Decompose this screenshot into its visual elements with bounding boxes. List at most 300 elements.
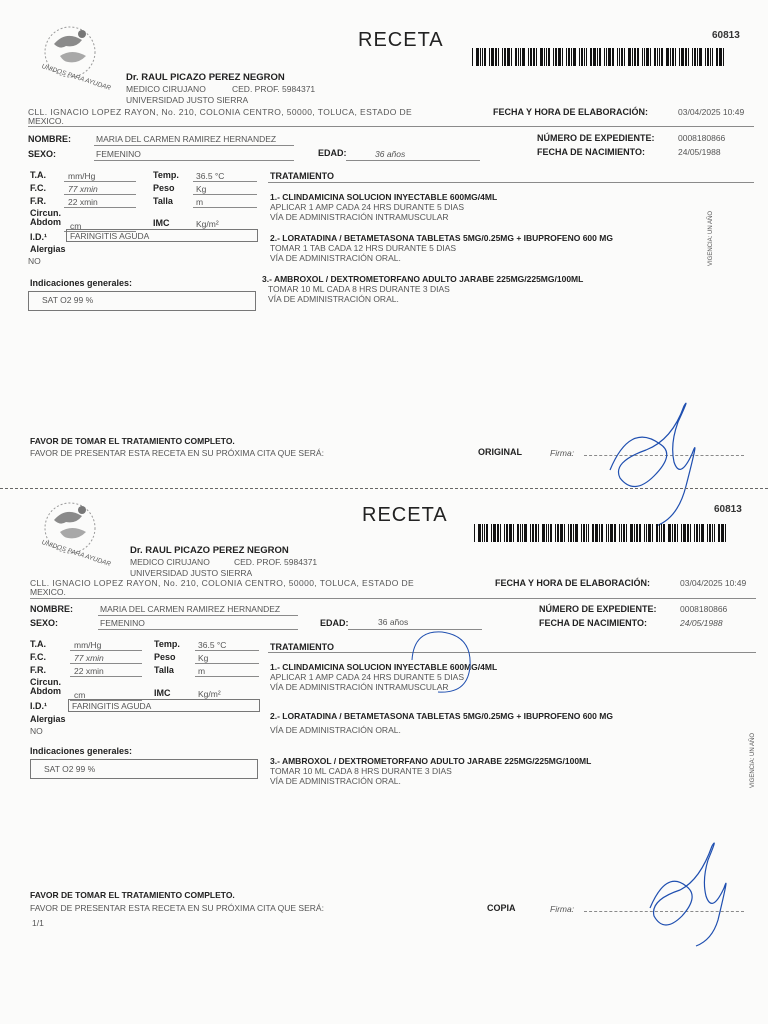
nacimiento-label: FECHA DE NACIMIENTO: (539, 618, 647, 628)
clinic-logo-mark (30, 498, 110, 566)
barcode-bar (670, 48, 671, 66)
barcode-bar (626, 524, 627, 542)
fecha-elaboracion-label: FECHA Y HORA DE ELABORACIÓN: (495, 578, 651, 588)
divider-line (28, 126, 754, 127)
barcode-bar (723, 48, 724, 66)
barcode-bar (513, 524, 514, 542)
barcode-bar (568, 48, 570, 66)
ta-underline (64, 181, 136, 182)
barcode-bar (674, 524, 676, 542)
expediente-label: NÚMERO DE EXPEDIENTE: (539, 604, 657, 614)
imc-value: Kg/m² (196, 219, 219, 229)
barcode-bar (593, 48, 596, 66)
barcode-bar (566, 48, 567, 66)
footer-complete-treatment: FAVOR DE TOMAR EL TRATAMIENTO COMPLETO. (30, 890, 235, 900)
med-1-dose: APLICAR 1 AMP CADA 24 HRS DURANTE 5 DIAS (270, 202, 464, 212)
med-3-title: 3.- AMBROXOL / DEXTROMETORFANO ADULTO JARABE 225MG/225MG/100ML (270, 756, 592, 766)
med-3-dose: TOMAR 10 ML CADA 8 HRS DURANTE 3 DIAS (270, 766, 452, 776)
ta-label: T.A. (30, 170, 47, 180)
indicaciones-label: Indicaciones generales: (30, 746, 133, 756)
barcode-bar (579, 48, 580, 66)
barcode-bar (681, 524, 682, 542)
copy-type: COPIA (487, 903, 516, 913)
nombre-label: NOMBRE: (28, 134, 71, 144)
footer-next-appointment: FAVOR DE PRESENTAR ESTA RECETA EN SU PRÓXIMA CITA QUE SERÁ: (30, 903, 324, 913)
ta-value: mm/Hg (74, 640, 102, 650)
barcode-bar (628, 48, 631, 66)
barcode-bar (504, 524, 505, 542)
barcode-bar (650, 48, 651, 66)
barcode-bar (614, 524, 616, 542)
barcode-bar (553, 48, 554, 66)
barcode-bar (619, 48, 620, 66)
barcode-bar (491, 524, 492, 542)
indicaciones-value: SAT O2 99 % (44, 764, 96, 774)
fr-value: 22 xmin (68, 197, 98, 207)
barcode-bar (659, 48, 660, 66)
barcode-bar (716, 48, 718, 66)
barcode-bar (699, 48, 702, 66)
barcode-bar (705, 48, 706, 66)
barcode-bar (555, 524, 556, 542)
sexo-underline (94, 160, 294, 161)
barcode-bar (672, 524, 673, 542)
id-value: FARINGITIS AGUDA (72, 701, 152, 711)
expediente-label: NÚMERO DE EXPEDIENTE: (537, 133, 655, 143)
address-line-2: MEXICO. (28, 116, 64, 126)
barcode (474, 524, 756, 542)
med-2-title: 2.- LORATADINA / BETAMETASONA TABLETAS 5MG/0.25MG + IBUPROFENO 600 MG (270, 233, 613, 243)
logo-text: UNIDOS PARA AYUDAR (40, 63, 112, 92)
address-line-1: CLL. IGNACIO LOPEZ RAYON, No. 210, COLONIA CENTRO, 50000, TOLUCA, ESTADO DE (28, 107, 413, 117)
fecha-elaboracion-value: 03/04/2025 10:49 (680, 578, 747, 588)
barcode-bar (570, 524, 572, 542)
barcode-bar (714, 524, 715, 542)
doctor-cedula: CED. PROF. 5984371 (234, 557, 318, 567)
barcode-bar (619, 524, 620, 542)
peso-underline (195, 663, 259, 664)
barcode-bar (701, 524, 704, 542)
fc-label: F.C. (30, 183, 47, 193)
barcode-bar (476, 48, 479, 66)
barcode-bar (668, 524, 671, 542)
barcode-bar (590, 48, 592, 66)
barcode-bar (548, 524, 549, 542)
barcode-bar (564, 524, 565, 542)
alergias-label: Alergias (30, 244, 66, 254)
barcode-bar (573, 524, 574, 542)
barcode-bar (612, 48, 614, 66)
barcode-bar (517, 524, 519, 542)
logo-text: UNIDOS PARA AYUDAR (40, 539, 112, 568)
fc-underline (70, 663, 142, 664)
edad-underline (346, 160, 480, 161)
expediente-value: 0008180866 (680, 604, 728, 614)
barcode-bar (535, 524, 537, 542)
sexo-label: SEXO: (30, 618, 59, 628)
barcode-bar (646, 48, 649, 66)
abdom-value: cm (70, 221, 82, 231)
barcode-bar (707, 48, 709, 66)
barcode-bar (644, 48, 645, 66)
fr-underline (64, 207, 136, 208)
barcode-bar (497, 524, 499, 542)
barcode-bar (606, 48, 607, 66)
barcode-bar (666, 48, 669, 66)
barcode-bar (696, 524, 698, 542)
peso-underline (193, 194, 257, 195)
barcode-bar (489, 48, 490, 66)
barcode-bar (586, 524, 587, 542)
barcode-bar (694, 524, 695, 542)
barcode-bar (533, 48, 535, 66)
tratamiento-underline (268, 182, 754, 183)
id-label: I.D.¹ (30, 232, 47, 242)
med-3-route: VÍA DE ADMINISTRACIÓN ORAL. (268, 294, 399, 304)
signature-copy (620, 830, 760, 950)
sexo-value: FEMENINO (100, 618, 145, 628)
ta-value: mm/Hg (68, 171, 96, 181)
prescription-original (0, 0, 768, 480)
edad-label: EDAD: (318, 148, 347, 158)
barcode-bar (558, 48, 561, 66)
firma-label: Firma: (550, 448, 575, 458)
copy-type: ORIGINAL (478, 447, 522, 457)
barcode-bar (601, 524, 603, 542)
barcode-bar (687, 524, 689, 542)
nombre-underline (98, 615, 298, 616)
clinic-logo (30, 22, 110, 95)
barcode-bar (532, 524, 534, 542)
edad-value: 36 años (375, 149, 406, 159)
talla-label: Talla (154, 665, 174, 675)
barcode-bar (484, 524, 485, 542)
barcode-bar (544, 48, 545, 66)
barcode-bar (608, 48, 611, 66)
address-line-1: CLL. IGNACIO LOPEZ RAYON, No. 210, COLONIA CENTRO, 50000, TOLUCA, ESTADO DE (30, 578, 415, 588)
tratamiento-label: TRATAMIENTO (270, 642, 334, 652)
nombre-value: MARIA DEL CARMEN RAMIREZ HERNANDEZ (100, 604, 281, 614)
id-box (68, 699, 260, 712)
footer-next-appointment: FAVOR DE PRESENTAR ESTA RECETA EN SU PRÓXIMA CITA QUE SERÁ: (30, 448, 324, 458)
abdom-label: Abdom (30, 217, 61, 227)
fr-label: F.R. (30, 665, 47, 675)
barcode-bar (520, 48, 521, 66)
barcode-bar (719, 48, 722, 66)
imc-label: IMC (154, 688, 171, 698)
barcode-bar (617, 48, 618, 66)
barcode-bar (712, 524, 713, 542)
barcode-bar (486, 524, 488, 542)
abdom-label: Abdom (30, 686, 61, 696)
tratamiento-label: TRATAMIENTO (270, 171, 334, 181)
alergias-label: Alergias (30, 714, 66, 724)
nombre-value: MARIA DEL CARMEN RAMIREZ HERNANDEZ (96, 134, 277, 144)
folio-number: 60813 (712, 30, 740, 41)
doctor-name: Dr. RAUL PICAZO PEREZ NEGRON (126, 72, 285, 83)
clinic-logo (30, 498, 110, 571)
barcode-bar (597, 48, 598, 66)
barcode-bar (630, 524, 633, 542)
talla-value: m (198, 666, 206, 676)
barcode-bar (697, 48, 698, 66)
med-2-dose: TOMAR 1 TAB CADA 12 HRS DURANTE 5 DIAS (270, 243, 457, 253)
barcode-bar (546, 524, 547, 542)
fr-label: F.R. (30, 196, 47, 206)
barcode-bar (634, 48, 636, 66)
barcode-bar (504, 48, 506, 66)
peso-label: Peso (153, 183, 175, 193)
temp-underline (193, 181, 257, 182)
barcode-bar (632, 48, 633, 66)
talla-value: m (196, 197, 204, 207)
talla-label: Talla (153, 196, 173, 206)
peso-value: Kg (196, 184, 207, 194)
barcode-bar (560, 524, 563, 542)
imc-label: IMC (153, 218, 170, 228)
ta-underline (70, 650, 142, 651)
barcode-bar (472, 48, 473, 66)
barcode-bar (583, 524, 585, 542)
nacimiento-label: FECHA DE NACIMIENTO: (537, 147, 645, 157)
med-2-title: 2.- LORATADINA / BETAMETASONA TABLETAS 5MG/0.25MG + IBUPROFENO 600 MG (270, 711, 613, 721)
barcode-bar (656, 524, 658, 542)
barcode-bar (604, 48, 605, 66)
tratamiento-underline (268, 652, 756, 653)
barcode-bar (599, 524, 600, 542)
barcode-bar (637, 48, 639, 66)
barcode-bar (712, 48, 713, 66)
imc-value: Kg/m² (198, 689, 221, 699)
barcode-bar (681, 48, 684, 66)
temp-value: 36.5 °C (196, 171, 225, 181)
barcode-bar (672, 48, 674, 66)
barcode-bar (474, 524, 475, 542)
doctor-name: Dr. RAUL PICAZO PEREZ NEGRON (130, 545, 289, 556)
barcode-bar (571, 48, 572, 66)
barcode-bar (634, 524, 635, 542)
alergias-value: NO (30, 726, 43, 736)
edad-label: EDAD: (320, 618, 349, 628)
barcode-bar (725, 524, 726, 542)
circun-label: Circun. (30, 208, 62, 218)
barcode-bar (524, 524, 527, 542)
temp-label: Temp. (153, 170, 179, 180)
barcode-bar (530, 48, 532, 66)
vigencia-note: VIGENCIA: UN AÑO (750, 732, 756, 788)
doctor-cedula: CED. PROF. 5984371 (232, 84, 316, 94)
barcode-bar (677, 524, 678, 542)
barcode-bar (642, 48, 643, 66)
barcode-bar (610, 524, 613, 542)
med-1-dose: APLICAR 1 AMP CADA 24 HRS DURANTE 5 DIAS (270, 672, 464, 682)
barcode-bar (586, 48, 587, 66)
nacimiento-value: 24/05/1988 (678, 147, 721, 157)
nombre-underline (94, 145, 294, 146)
temp-label: Temp. (154, 639, 180, 649)
barcode-bar (654, 48, 656, 66)
barcode-bar (581, 48, 583, 66)
barcode-bar (639, 524, 641, 542)
edad-value: 36 años (378, 617, 409, 627)
sexo-underline (98, 629, 298, 630)
barcode-bar (599, 48, 601, 66)
med-3-dose: TOMAR 10 ML CADA 8 HRS DURANTE 3 DIAS (268, 284, 450, 294)
barcode-bar (699, 524, 700, 542)
temp-value: 36.5 °C (198, 640, 227, 650)
barcode-bar (493, 524, 496, 542)
barcode-bar (522, 524, 523, 542)
barcode-bar (562, 48, 563, 66)
fr-underline (70, 676, 142, 677)
barcode-bar (530, 524, 531, 542)
firma-label: Firma: (550, 904, 575, 914)
barcode-bar (718, 524, 720, 542)
barcode-bar (484, 48, 486, 66)
abdom-value: cm (74, 690, 86, 700)
folio-number: 60813 (714, 504, 742, 515)
barcode-bar (491, 48, 494, 66)
clinic-logo-mark (30, 22, 110, 90)
barcode-bar (542, 524, 545, 542)
barcode-bar (685, 48, 687, 66)
barcode-bar (679, 48, 680, 66)
barcode-bar (675, 48, 676, 66)
alergias-value: NO (28, 256, 41, 266)
barcode-bar (661, 48, 663, 66)
barcode-bar (721, 524, 724, 542)
barcode (472, 48, 754, 66)
peso-label: Peso (154, 652, 176, 662)
barcode-bar (683, 524, 686, 542)
document-title: RECETA (358, 29, 444, 51)
sexo-label: SEXO: (28, 149, 57, 159)
peso-value: Kg (198, 653, 209, 663)
doctor-specialty: MEDICO CIRUJANO (130, 557, 210, 567)
barcode-bar (518, 48, 519, 66)
barcode-bar (482, 48, 483, 66)
barcode-bar (663, 524, 665, 542)
barcode-bar (644, 524, 645, 542)
barcode-bar (690, 524, 691, 542)
barcode-bar (573, 48, 576, 66)
indicaciones-value: SAT O2 99 % (42, 295, 94, 305)
barcode-bar (557, 524, 559, 542)
barcode-bar (692, 48, 693, 66)
barcode-bar (522, 48, 525, 66)
talla-underline (193, 207, 257, 208)
barcode-bar (584, 48, 585, 66)
barcode-bar (506, 524, 508, 542)
barcode-bar (621, 48, 623, 66)
barcode-bar (550, 524, 552, 542)
barcode-bar (608, 524, 609, 542)
barcode-bar (624, 48, 625, 66)
barcode-bar (652, 524, 653, 542)
med-3-route: VÍA DE ADMINISTRACIÓN ORAL. (270, 776, 401, 786)
expediente-value: 0008180866 (678, 133, 726, 143)
vigencia-note: VIGENCIA: UN AÑO (708, 210, 714, 266)
barcode-bar (515, 48, 517, 66)
barcode-bar (592, 524, 594, 542)
barcode-bar (538, 524, 539, 542)
barcode-bar (709, 524, 711, 542)
barcode-bar (480, 48, 481, 66)
med-1-route: VÍA DE ADMINISTRACIÓN INTRAMUSCULAR (270, 212, 449, 222)
fecha-elaboracion-value: 03/04/2025 10:49 (678, 107, 745, 117)
barcode-bar (478, 524, 481, 542)
med-2-route: VÍA DE ADMINISTRACIÓN ORAL. (270, 253, 401, 263)
barcode-bar (555, 48, 557, 66)
barcode-bar (507, 48, 510, 66)
barcode-bar (657, 48, 658, 66)
med-3-title: 3.- AMBROXOL / DEXTROMETORFANO ADULTO JARABE 225MG/225MG/100ML (262, 274, 584, 284)
med-1-route: VÍA DE ADMINISTRACIÓN INTRAMUSCULAR (270, 682, 449, 692)
ta-label: T.A. (30, 639, 47, 649)
barcode-bar (646, 524, 647, 542)
fc-label: F.C. (30, 652, 47, 662)
barcode-bar (623, 524, 625, 542)
med-1-title: 1.- CLINDAMICINA SOLUCION INYECTABLE 600MG/4ML (270, 192, 498, 202)
nacimiento-value: 24/05/1988 (680, 618, 723, 628)
barcode-bar (528, 48, 529, 66)
barcode-bar (502, 48, 503, 66)
barcode-bar (498, 48, 499, 66)
nombre-label: NOMBRE: (30, 604, 73, 614)
barcode-bar (588, 524, 589, 542)
barcode-bar (536, 48, 537, 66)
barcode-bar (661, 524, 662, 542)
barcode-bar (710, 48, 711, 66)
id-box (66, 229, 258, 242)
barcode-bar (575, 524, 578, 542)
id-label: I.D.¹ (30, 701, 47, 711)
fr-value: 22 xmin (74, 666, 104, 676)
divider-line (30, 598, 756, 599)
fc-underline (64, 194, 136, 195)
barcode-bar (595, 524, 598, 542)
barcode-bar (688, 48, 689, 66)
address-line-2: MEXICO. (30, 587, 66, 597)
doctor-university: UNIVERSIDAD JUSTO SIERRA (126, 95, 249, 105)
barcode-bar (546, 48, 547, 66)
talla-underline (195, 676, 259, 677)
fecha-elaboracion-label: FECHA Y HORA DE ELABORACIÓN: (493, 107, 649, 117)
barcode-bar (548, 48, 550, 66)
barcode-bar (540, 48, 543, 66)
barcode-bar (694, 48, 696, 66)
med-1-title: 1.- CLINDAMICINA SOLUCION INYECTABLE 600MG/4ML (270, 662, 498, 672)
prescription-copy (0, 470, 768, 950)
barcode-bar (707, 524, 708, 542)
barcode-bar (520, 524, 521, 542)
barcode-bar (500, 524, 501, 542)
id-value: FARINGITIS AGUDA (70, 231, 150, 241)
barcode-bar (621, 524, 622, 542)
temp-underline (195, 650, 259, 651)
barcode-bar (482, 524, 483, 542)
doctor-university: UNIVERSIDAD JUSTO SIERRA (130, 568, 253, 578)
fc-value: 77 xmin (68, 184, 98, 194)
barcode-bar (495, 48, 497, 66)
barcode-bar (511, 48, 512, 66)
doctor-specialty: MEDICO CIRUJANO (126, 84, 206, 94)
indicaciones-label: Indicaciones generales: (30, 278, 133, 288)
barcode-bar (659, 524, 660, 542)
fc-value: 77 xmin (74, 653, 104, 663)
circun-label: Circun. (30, 677, 62, 687)
barcode-bar (568, 524, 569, 542)
